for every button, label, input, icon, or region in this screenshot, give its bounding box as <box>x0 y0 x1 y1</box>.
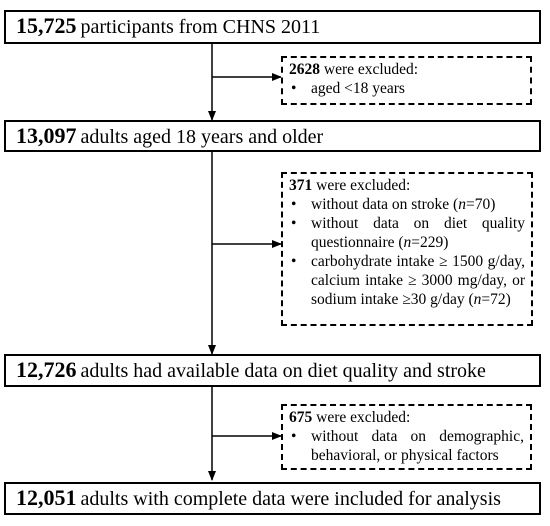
exclusion-item: • aged <18 years <box>289 79 524 98</box>
step-text: participants from CHNS 2011 <box>80 16 321 38</box>
exclusion-heading: 2628 were excluded: <box>289 61 419 78</box>
exclusion-item: • without data on diet quality questionnaire (n=229) <box>289 214 525 252</box>
exclusion-item: • without data on demographic, behavioral, or physical factors <box>289 427 524 465</box>
step-box-2 <box>4 120 541 152</box>
step-text: adults had available data on diet quality and stroke <box>80 360 486 382</box>
step-count: 15,725 <box>16 13 77 38</box>
exclusion-heading: 675 were excluded: <box>289 409 411 426</box>
exclusion-item: • without data on stroke (n=70) <box>289 195 525 214</box>
step-count: 13,097 <box>16 123 77 148</box>
step-text: adults with complete data were included for analysis <box>80 488 501 510</box>
step-box-4 <box>4 482 541 515</box>
exclusion-box-2 <box>281 172 533 326</box>
step-count: 12,051 <box>16 485 77 510</box>
step-count: 12,726 <box>16 357 77 382</box>
exclusion-box-3 <box>281 404 532 470</box>
step-text: adults aged 18 years and older <box>80 126 324 148</box>
exclusion-heading: 371 were excluded: <box>289 177 411 194</box>
exclusion-item: • carbohydrate intake ≥ 1500 g/day, calcium intake ≥ 3000 mg/day, or sodium intake ≥30 g/day (n=72) <box>289 252 525 309</box>
step-box-1 <box>4 10 541 44</box>
step-box-3 <box>4 354 541 387</box>
exclusion-box-1 <box>281 56 532 105</box>
